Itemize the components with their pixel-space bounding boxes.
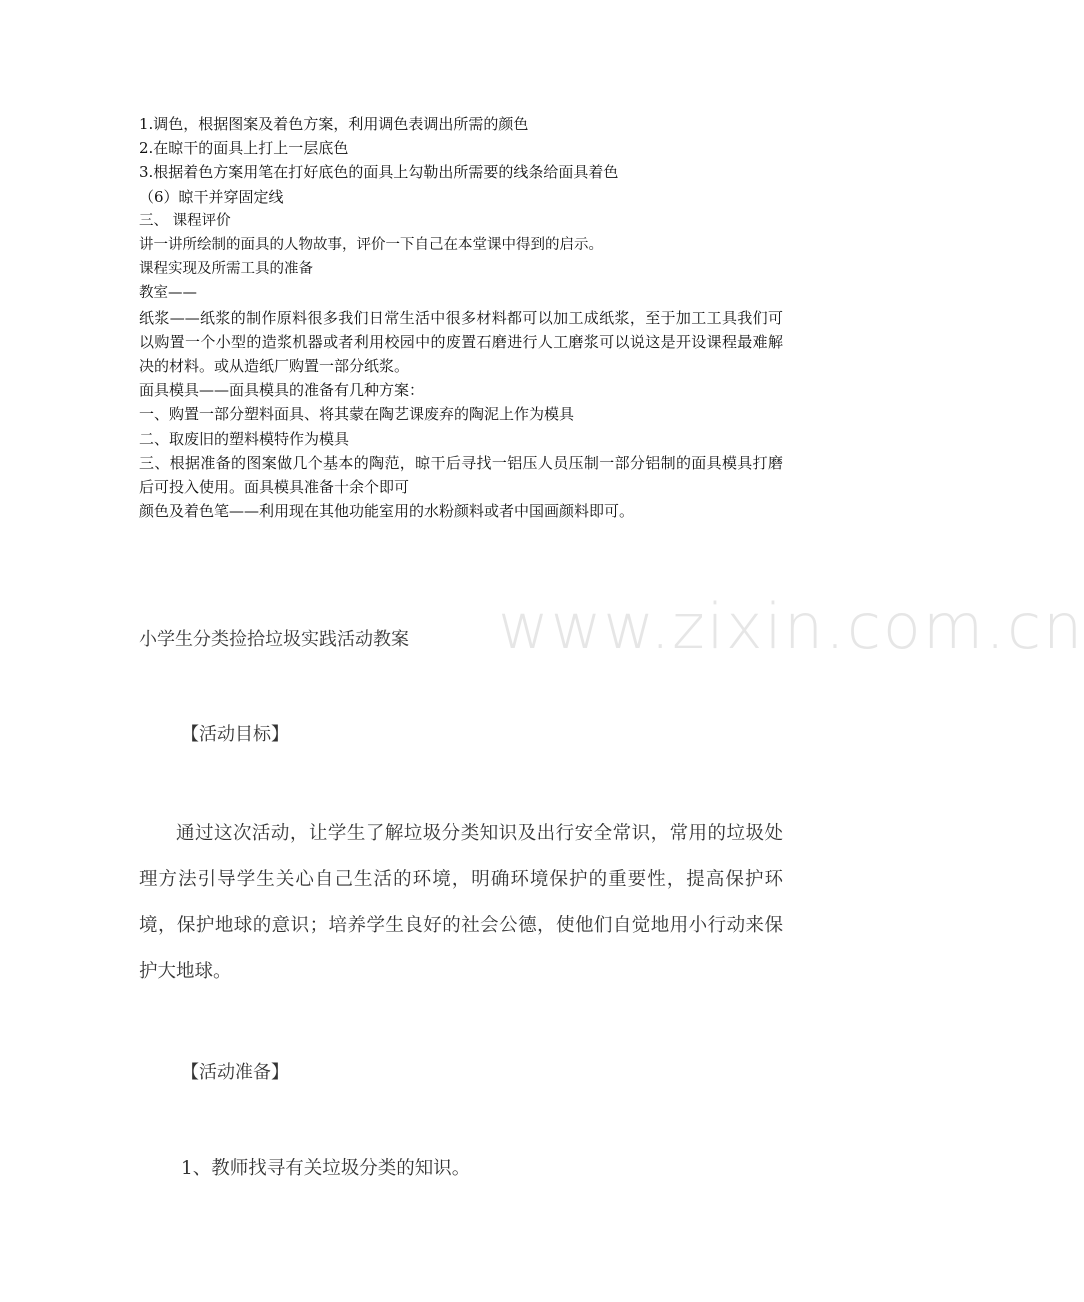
evaluation-text: 讲一讲所绘制的面具的人物故事，评价一下自己在本堂课中得到的启示。 [139,237,603,254]
step-6-line: （6）晾干并穿固定线 [139,187,284,206]
mold-intro-line: 面具模具——面具模具的准备有几种方案： [139,381,425,400]
preparation-heading: 课程实现及所需工具的准备 [139,261,313,278]
step-line-3: 3.根据着色方案用笔在打好底色的面具上勾勒出所需要的线条给面具着色 [139,163,619,182]
goal-paragraph: 通过这次活动，让学生了解垃圾分类知识及出行安全常识，常用的垃圾处理方法引导学生关心自己生活的环境，明确环境保护的重要性，提高保护环境，保护地球的意识；培养学生良好的社会公德，使他们自觉地用小行动来保护大地球。 [139,823,783,982]
mold-option-2: 二、取废旧的塑料模特作为模具 [139,429,350,448]
paint-line: 颜色及着色笔——利用现在其他功能室用的水粉颜料或者中国画颜料即可。 [139,502,635,521]
mold-option-3: 三、根据准备的图案做几个基本的陶范，晾干后寻找一铝压人员压制一部分铝制的面具模具打磨后可投入使用。面具模具准备十余个即可 [139,453,783,497]
mold-option-1: 一、购置一部分塑料面具、将其蒙在陶艺课废弃的陶泥上作为模具 [139,405,575,424]
step-line-2: 2.在晾干的面具上打上一层底色 [139,139,349,158]
prep-heading: 【活动准备】 [181,1062,289,1083]
lesson-tail-section [139,112,783,523]
classroom-line: 教室—— [139,285,197,302]
prep-item-1: 1、教师找寻有关垃圾分类的知识。 [181,1158,471,1179]
article-title: 小学生分类捡拾垃圾实践活动教案 [139,629,409,650]
goal-heading: 【活动目标】 [181,724,289,745]
pulp-paragraph: 纸浆——纸浆的制作原料很多我们日常生活中很多材料都可以加工成纸浆，至于加工工具我们可以购置一个小型的造浆机器或者利用校园中的废置石磨进行人工磨浆可以说这是开设课程最难解决的材料。或从造纸厂购置一部分纸浆。 [139,308,783,376]
watermark-text: www.zixin.com.cn [498,590,1084,663]
section-three-heading: 三、 课程评价 [139,212,231,229]
step-line-1: 1.调色，根据图案及着色方案，利用调色表调出所需的颜色 [139,115,529,133]
